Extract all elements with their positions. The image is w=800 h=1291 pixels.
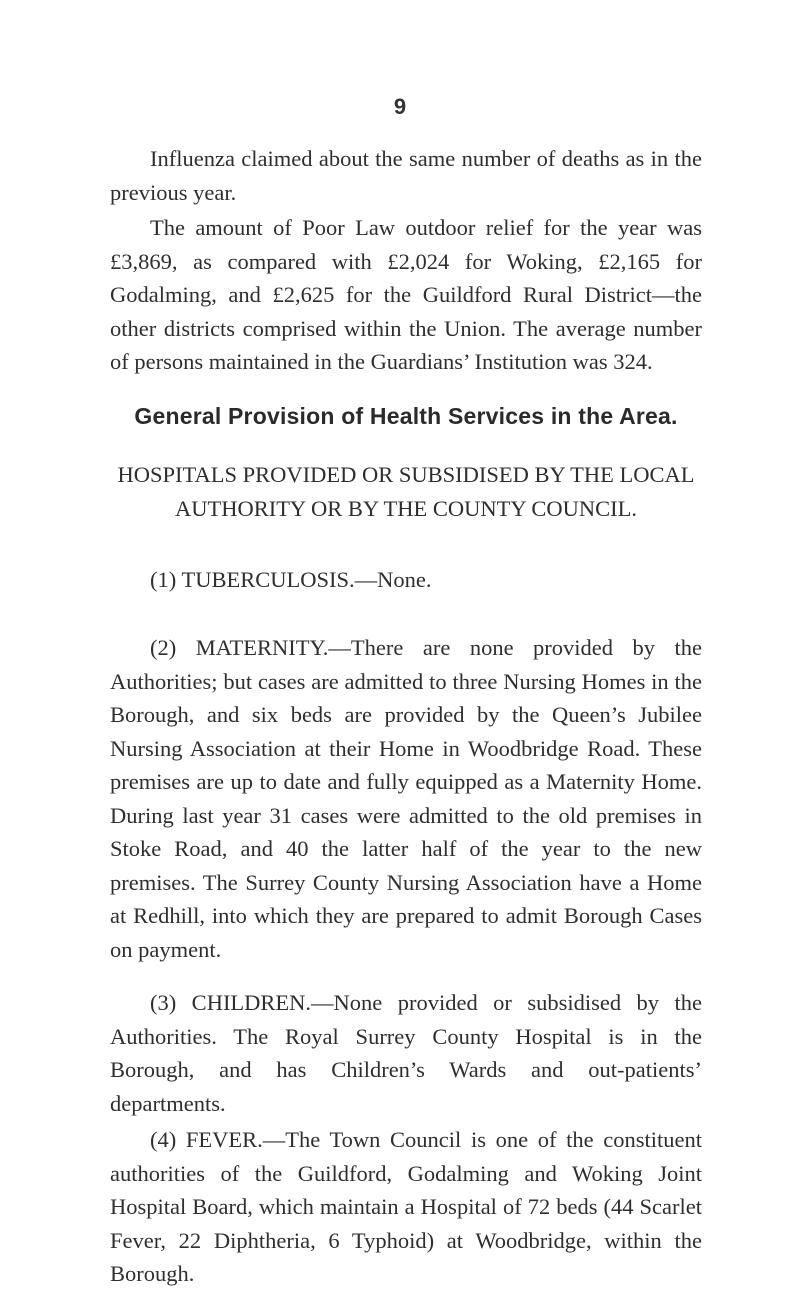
paragraph-text: Influenza claimed about the same number of deaths as in the previous year. [110,146,702,205]
section-subheading: HOSPITALS PROVIDED OR SUBSIDISED BY THE LOCAL AUTHORITY OR BY THE COUNTY COUNCIL. [117,462,695,521]
paragraph-text: The amount of Poor Law outdoor relief for the year was £3,869, as compared with £2,024 for Woking, £2,165 for Godalming, and £2,625 for the Guildford Rural District—the other districts comprised within the Union. The average number of persons maintained in the Guardians’ Institution was 324. [110,215,702,374]
paragraph-poor-law-relief [110,211,702,379]
paragraph-influenza [110,142,702,209]
list-item-text: (2) MATERNITY.—There are none provided by the Authorities; but cases are admitted to three Nursing Homes in the Borough, and six beds are provided by the Queen’s Jubilee Nursing Association at their Home in Woodbridge Road. These premises are up to date and fully equipped as a Maternity Home. During last year 31 cases were admitted to the old premises in Stoke Road, and 40 the latter half of the year to the new premises. The Surrey County Nursing Association have a Home at Redhill, into which they are prepared to admit Borough Cases on payment. [110,635,702,962]
section-heading: General Provision of Health Services in the Area. [134,403,678,429]
list-item-text: (3) CHILDREN.—None provided or subsidised by the Authorities. The Royal Surrey County Hospital is in the Borough, and has Children’s Wards and out-patients’ departments. [110,990,702,1116]
page-number: 9 [393,94,407,119]
list-item-tuberculosis [110,563,702,597]
list-item-maternity [110,631,702,966]
list-item-text: (1) TUBERCULOSIS.—None. [150,567,432,592]
list-item-children [110,986,702,1120]
list-item-fever [110,1123,702,1291]
list-item-text: (4) FEVER.—The Town Council is one of the constituent authorities of the Guildford, Godalming and Woking Joint Hospital Board, which maintain a Hospital of 72 beds (44 Scarlet Fever, 22 Diphtheria, 6 Typhoid) at Woodbridge, within the Borough. [110,1127,702,1286]
